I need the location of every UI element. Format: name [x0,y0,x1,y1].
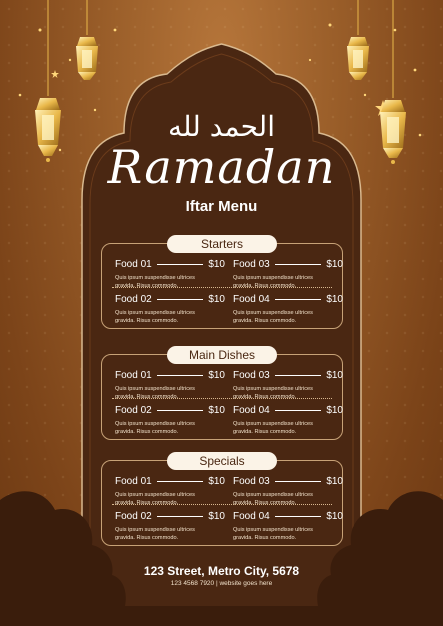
menu-item [115,369,225,401]
star-icon [51,70,59,78]
item-description: Quis ipsum suspendisse ultrices gravida. Risus commodo. [115,492,195,506]
item-name: Food 02 [115,510,152,522]
item-price: $10 [326,510,343,522]
item-name: Food 02 [115,293,152,305]
item-description: Quis ipsum suspendisse ultrices gravida. Risus commodo. [233,386,313,400]
item-price: $10 [208,510,225,522]
divider [112,504,332,505]
item-name: Food 01 [115,369,152,381]
footer-address: 123 Street, Metro City, 5678 [143,564,300,578]
item-price: $10 [326,475,343,487]
star-icon [94,109,96,111]
item-price: $10 [326,258,343,270]
item-name: Food 04 [233,404,270,416]
star-icon [309,59,311,61]
item-name: Food 04 [233,293,270,305]
menu-item [115,510,225,542]
star-icon [329,24,332,27]
item-description: Quis ipsum suspendisse ultrices gravida. Risus commodo. [115,275,195,289]
item-price: $10 [208,258,225,270]
menu-section-main-dishes [101,348,343,440]
star-icon [19,94,22,97]
footer-contact: 123 4568 7920 | website goes here [170,580,273,587]
item-price: $10 [208,404,225,416]
item-price: $10 [326,293,343,305]
menu-item [233,404,343,436]
arabic-calligraphy: الحمد لله [168,110,275,143]
star-icon [414,69,417,72]
star-icon [394,29,397,32]
item-name: Food 03 [233,258,270,270]
lantern-icon [347,0,369,80]
item-name: Food 01 [115,475,152,487]
menu-item [115,258,225,290]
star-icon [39,29,42,32]
star-icon [114,29,117,32]
item-description: Quis ipsum suspendisse ultrices gravida. Risus commodo. [233,527,313,541]
menu-section-specials [101,454,343,546]
item-price: $10 [326,404,343,416]
item-name: Food 04 [233,510,270,522]
item-description: Quis ipsum suspendisse ultrices gravida. Risus commodo. [233,492,313,506]
item-description: Quis ipsum suspendisse ultrices gravida. Risus commodo. [115,310,195,324]
item-description: Quis ipsum suspendisse ultrices gravida. Risus commodo. [115,386,195,400]
section-title: Main Dishes [167,346,277,364]
item-price: $10 [208,369,225,381]
star-icon [364,94,366,96]
section-title: Specials [167,452,277,470]
menu-item [233,510,343,542]
page-subtitle: Iftar Menu [185,198,258,215]
page-title: Ramadan [107,140,336,194]
item-description: Quis ipsum suspendisse ultrices gravida. Risus commodo. [115,421,195,435]
divider [112,287,332,288]
item-price: $10 [208,475,225,487]
star-icon [419,134,422,137]
item-name: Food 01 [115,258,152,270]
item-description: Quis ipsum suspendisse ultrices gravida. Risus commodo. [233,275,313,289]
item-price: $10 [208,293,225,305]
section-title: Starters [167,235,277,253]
divider [112,398,332,399]
menu-item [115,475,225,507]
menu-item [115,404,225,436]
menu-item [115,293,225,325]
item-name: Food 03 [233,475,270,487]
star-icon [69,59,71,61]
item-description: Quis ipsum suspendisse ultrices gravida. Risus commodo. [233,421,313,435]
item-description: Quis ipsum suspendisse ultrices gravida. Risus commodo. [115,527,195,541]
menu-section-starters [101,237,343,329]
lantern-icon [76,0,98,80]
menu-item [233,258,343,290]
menu-item [233,369,343,401]
item-name: Food 02 [115,404,152,416]
menu-item [233,475,343,507]
item-name: Food 03 [233,369,270,381]
menu-item [233,293,343,325]
lantern-icon [35,0,61,162]
item-price: $10 [326,369,343,381]
item-description: Quis ipsum suspendisse ultrices gravida. Risus commodo. [233,310,313,324]
